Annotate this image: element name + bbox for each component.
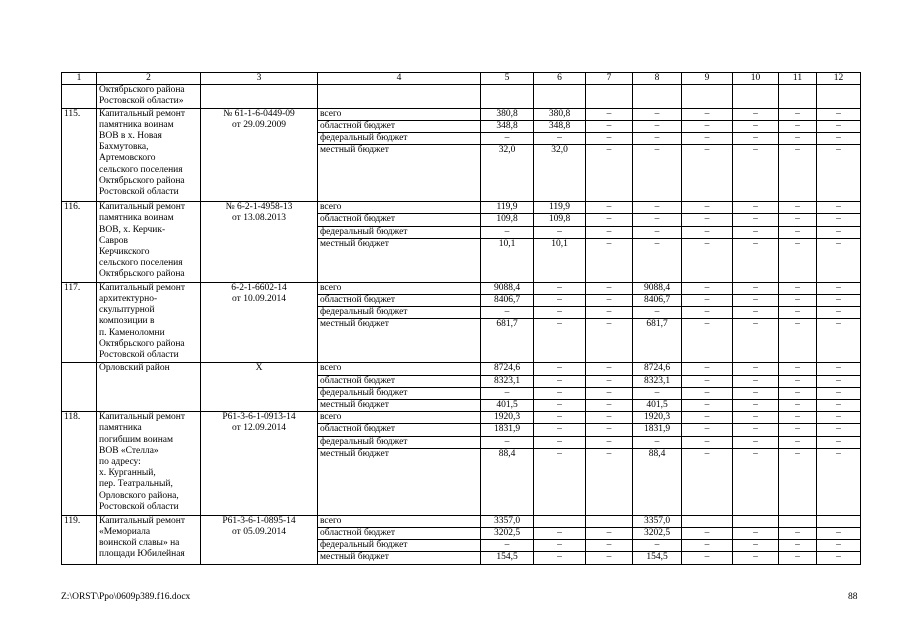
object-document: Р61-3-6-1-0913-14 от 12.09.2014 <box>201 412 318 516</box>
value-cell: – <box>682 120 733 132</box>
value-cell: 109,8 <box>481 214 534 226</box>
value-cell: – <box>481 226 534 238</box>
funding-source: федеральный бюджет <box>318 540 481 552</box>
value-cell: – <box>534 319 586 363</box>
value-cell: – <box>586 387 633 399</box>
value-cell: – <box>534 528 586 540</box>
value-cell: 401,5 <box>633 400 682 412</box>
object-name: Капитальный ремонт памятника воинам ВОВ в х. Новая Бахмутовка, Артемовского сельского поселения Октябрьского района Ростовской области <box>97 108 201 202</box>
column-header: 8 <box>633 73 682 85</box>
value-cell: – <box>534 295 586 307</box>
value-cell: – <box>682 108 733 120</box>
value-cell: – <box>682 387 733 399</box>
value-cell: – <box>817 528 861 540</box>
value-cell: – <box>733 400 779 412</box>
value-cell: – <box>586 552 633 564</box>
value-cell <box>682 515 733 527</box>
value-cell: – <box>733 238 779 282</box>
value-cell: – <box>779 145 817 202</box>
value-cell: – <box>633 307 682 319</box>
value-cell: – <box>779 307 817 319</box>
value-cell: – <box>817 387 861 399</box>
funding-source: федеральный бюджет <box>318 387 481 399</box>
value-cell: – <box>633 120 682 132</box>
value-cell: 8406,7 <box>481 295 534 307</box>
value-cell: – <box>586 282 633 294</box>
value-cell: – <box>534 424 586 436</box>
value-cell: – <box>779 436 817 448</box>
continuation-cell <box>534 85 586 108</box>
column-header: 2 <box>97 73 201 85</box>
value-cell: 3202,5 <box>633 528 682 540</box>
table-row <box>62 363 861 375</box>
value-cell: – <box>682 436 733 448</box>
object-number: 118. <box>62 412 97 516</box>
value-cell: – <box>817 295 861 307</box>
value-cell: – <box>633 540 682 552</box>
value-cell: – <box>779 552 817 564</box>
value-cell: – <box>817 540 861 552</box>
value-cell: 88,4 <box>633 448 682 515</box>
value-cell: 8724,6 <box>633 363 682 375</box>
value-cell: 32,0 <box>481 145 534 202</box>
value-cell: – <box>733 412 779 424</box>
value-cell <box>817 515 861 527</box>
value-cell: – <box>534 387 586 399</box>
value-cell: 3357,0 <box>481 515 534 527</box>
value-cell: – <box>682 363 733 375</box>
funding-source: областной бюджет <box>318 375 481 387</box>
value-cell: – <box>534 400 586 412</box>
funding-source: областной бюджет <box>318 120 481 132</box>
value-cell: – <box>534 226 586 238</box>
value-cell: – <box>779 375 817 387</box>
value-cell: – <box>682 319 733 363</box>
value-cell: – <box>817 202 861 214</box>
continuation-cell <box>62 85 97 108</box>
value-cell: – <box>586 133 633 145</box>
value-cell: – <box>586 108 633 120</box>
value-cell: – <box>733 540 779 552</box>
value-cell: – <box>733 120 779 132</box>
footer-page-number: 88 <box>848 592 858 602</box>
value-cell: – <box>779 120 817 132</box>
value-cell: – <box>817 436 861 448</box>
value-cell: 348,8 <box>534 120 586 132</box>
value-cell: – <box>682 400 733 412</box>
funding-source: всего <box>318 282 481 294</box>
value-cell: 154,5 <box>481 552 534 564</box>
value-cell: – <box>733 552 779 564</box>
value-cell: – <box>633 202 682 214</box>
value-cell: – <box>817 448 861 515</box>
funding-source: местный бюджет <box>318 400 481 412</box>
value-cell: – <box>586 120 633 132</box>
value-cell: 8323,1 <box>633 375 682 387</box>
continuation-cell <box>318 85 481 108</box>
table-row <box>62 282 861 294</box>
value-cell <box>733 515 779 527</box>
value-cell: 32,0 <box>534 145 586 202</box>
object-name: Капитальный ремонт памятника погибшим воинам ВОВ «Стелла» по адресу: х. Курганный, пер. Театральный, Орловского района, Ростовской области <box>97 412 201 516</box>
funding-source: местный бюджет <box>318 448 481 515</box>
value-cell: – <box>586 295 633 307</box>
value-cell: – <box>682 412 733 424</box>
value-cell: – <box>682 424 733 436</box>
value-cell: – <box>481 540 534 552</box>
column-header: 1 <box>62 73 97 85</box>
continuation-cell <box>682 85 733 108</box>
column-header: 12 <box>817 73 861 85</box>
value-cell: – <box>586 412 633 424</box>
value-cell: – <box>733 307 779 319</box>
value-cell: – <box>817 400 861 412</box>
object-name: Капитальный ремонт архитектурно- скульптурной композиции в п. Каменоломни Октябрьского района Ростовской области <box>97 282 201 363</box>
value-cell: 1831,9 <box>633 424 682 436</box>
value-cell: – <box>633 436 682 448</box>
value-cell: 9088,4 <box>633 282 682 294</box>
column-header: 5 <box>481 73 534 85</box>
value-cell: 8724,6 <box>481 363 534 375</box>
value-cell: 8406,7 <box>633 295 682 307</box>
continuation-cell <box>633 85 682 108</box>
column-header: 4 <box>318 73 481 85</box>
funding-source: областной бюджет <box>318 214 481 226</box>
value-cell: – <box>586 424 633 436</box>
funding-source: федеральный бюджет <box>318 133 481 145</box>
funding-source: местный бюджет <box>318 319 481 363</box>
object-name: Капитальный ремонт «Мемориала воинской славы» на площади Юбилейная <box>97 515 201 564</box>
funding-source: всего <box>318 412 481 424</box>
value-cell: – <box>586 375 633 387</box>
funding-source: всего <box>318 202 481 214</box>
value-cell: – <box>779 133 817 145</box>
column-header: 7 <box>586 73 633 85</box>
value-cell <box>586 515 633 527</box>
value-cell: – <box>779 412 817 424</box>
value-cell: – <box>779 238 817 282</box>
value-cell: – <box>682 528 733 540</box>
value-cell: – <box>586 202 633 214</box>
funding-source: федеральный бюджет <box>318 307 481 319</box>
value-cell: – <box>534 363 586 375</box>
value-cell: – <box>682 295 733 307</box>
object-name: Орловский район <box>97 363 201 412</box>
value-cell: – <box>586 319 633 363</box>
continuation-cell <box>586 85 633 108</box>
value-cell: 119,9 <box>534 202 586 214</box>
value-cell: – <box>733 202 779 214</box>
object-number <box>62 363 97 412</box>
value-cell: – <box>682 540 733 552</box>
value-cell: 9088,4 <box>481 282 534 294</box>
value-cell: – <box>817 363 861 375</box>
value-cell: 380,8 <box>481 108 534 120</box>
funding-source: местный бюджет <box>318 552 481 564</box>
value-cell: – <box>633 145 682 202</box>
value-cell: – <box>779 387 817 399</box>
value-cell: – <box>534 375 586 387</box>
funding-source: областной бюджет <box>318 295 481 307</box>
value-cell: – <box>586 436 633 448</box>
object-number: 117. <box>62 282 97 363</box>
column-header: 6 <box>534 73 586 85</box>
value-cell: – <box>817 319 861 363</box>
value-cell: – <box>779 540 817 552</box>
value-cell: – <box>586 540 633 552</box>
value-cell: – <box>817 375 861 387</box>
value-cell: – <box>817 424 861 436</box>
continuation-cell <box>201 85 318 108</box>
funding-source: областной бюджет <box>318 424 481 436</box>
column-header: 9 <box>682 73 733 85</box>
value-cell: 681,7 <box>633 319 682 363</box>
value-cell: – <box>779 528 817 540</box>
funding-source: федеральный бюджет <box>318 436 481 448</box>
value-cell: – <box>481 307 534 319</box>
value-cell: – <box>586 363 633 375</box>
value-cell: 681,7 <box>481 319 534 363</box>
value-cell: 401,5 <box>481 400 534 412</box>
funding-source: всего <box>318 515 481 527</box>
value-cell: – <box>817 108 861 120</box>
value-cell: – <box>534 133 586 145</box>
value-cell: – <box>779 226 817 238</box>
object-document: Р61-3-6-1-0895-14 от 05.09.2014 <box>201 515 318 564</box>
value-cell: – <box>779 282 817 294</box>
value-cell: – <box>779 108 817 120</box>
value-cell: – <box>817 238 861 282</box>
footer-file-path: Z:\ORST\Ppo\0609p389.f16.docx <box>61 592 191 602</box>
value-cell: – <box>733 108 779 120</box>
value-cell: 109,8 <box>534 214 586 226</box>
value-cell: – <box>586 145 633 202</box>
value-cell: – <box>682 448 733 515</box>
funding-source: местный бюджет <box>318 238 481 282</box>
value-cell: – <box>534 436 586 448</box>
budget-table <box>61 72 861 565</box>
value-cell: – <box>586 226 633 238</box>
column-header: 3 <box>201 73 318 85</box>
table-row <box>62 515 861 527</box>
value-cell: – <box>779 424 817 436</box>
object-number: 116. <box>62 202 97 283</box>
funding-source: областной бюджет <box>318 528 481 540</box>
value-cell: – <box>817 214 861 226</box>
value-cell: – <box>733 387 779 399</box>
value-cell: 10,1 <box>534 238 586 282</box>
value-cell: – <box>534 448 586 515</box>
value-cell: 1831,9 <box>481 424 534 436</box>
value-cell: – <box>682 145 733 202</box>
value-cell: – <box>733 448 779 515</box>
table-row <box>62 202 861 214</box>
value-cell: – <box>733 363 779 375</box>
column-header: 10 <box>733 73 779 85</box>
value-cell: – <box>779 319 817 363</box>
value-cell: – <box>733 528 779 540</box>
value-cell: – <box>733 375 779 387</box>
value-cell: – <box>534 412 586 424</box>
value-cell: – <box>817 145 861 202</box>
value-cell: – <box>733 226 779 238</box>
value-cell: 380,8 <box>534 108 586 120</box>
object-name: Капитальный ремонт памятника воинам ВОВ, х. Керчик- Савров Керчикского сельского поселения Октябрьского района <box>97 202 201 283</box>
value-cell: – <box>481 436 534 448</box>
value-cell: – <box>779 202 817 214</box>
continuation-cell <box>481 85 534 108</box>
table-body <box>62 73 861 565</box>
value-cell <box>779 515 817 527</box>
value-cell: – <box>682 552 733 564</box>
value-cell: – <box>817 133 861 145</box>
value-cell: – <box>682 202 733 214</box>
value-cell: – <box>779 400 817 412</box>
continuation-cell <box>733 85 779 108</box>
value-cell: – <box>586 400 633 412</box>
value-cell: 1920,3 <box>633 412 682 424</box>
value-cell: – <box>682 226 733 238</box>
value-cell: – <box>733 133 779 145</box>
value-cell: – <box>586 528 633 540</box>
value-cell <box>534 515 586 527</box>
value-cell: – <box>586 307 633 319</box>
object-document: Х <box>201 363 318 412</box>
funding-source: местный бюджет <box>318 145 481 202</box>
value-cell: – <box>633 214 682 226</box>
value-cell: – <box>682 214 733 226</box>
value-cell: – <box>779 214 817 226</box>
value-cell: – <box>733 214 779 226</box>
value-cell: – <box>733 436 779 448</box>
value-cell: – <box>682 238 733 282</box>
value-cell: – <box>817 282 861 294</box>
value-cell: – <box>633 226 682 238</box>
table-row <box>62 108 861 120</box>
value-cell: – <box>682 307 733 319</box>
continuation-cell <box>817 85 861 108</box>
value-cell: – <box>779 295 817 307</box>
value-cell: – <box>817 307 861 319</box>
value-cell: 1920,3 <box>481 412 534 424</box>
value-cell: 3202,5 <box>481 528 534 540</box>
value-cell: – <box>633 387 682 399</box>
value-cell: – <box>633 108 682 120</box>
value-cell: – <box>779 363 817 375</box>
value-cell: – <box>534 540 586 552</box>
value-cell: – <box>733 295 779 307</box>
value-cell: – <box>586 448 633 515</box>
object-number: 115. <box>62 108 97 202</box>
header-row <box>62 73 861 85</box>
value-cell: – <box>534 307 586 319</box>
value-cell: – <box>586 238 633 282</box>
value-cell: – <box>682 282 733 294</box>
value-cell: 8323,1 <box>481 375 534 387</box>
object-document: № 6-2-1-4958-13 от 13.08.2013 <box>201 202 318 283</box>
value-cell: – <box>633 238 682 282</box>
value-cell: – <box>534 552 586 564</box>
value-cell: – <box>682 375 733 387</box>
value-cell: – <box>733 145 779 202</box>
value-cell: 348,8 <box>481 120 534 132</box>
object-number: 119. <box>62 515 97 564</box>
funding-source: федеральный бюджет <box>318 226 481 238</box>
value-cell: – <box>779 448 817 515</box>
object-document: 6-2-1-6602-14 от 10.09.2014 <box>201 282 318 363</box>
funding-source: всего <box>318 363 481 375</box>
value-cell: – <box>481 133 534 145</box>
value-cell: – <box>633 133 682 145</box>
column-header: 11 <box>779 73 817 85</box>
value-cell: – <box>733 282 779 294</box>
funding-source: всего <box>318 108 481 120</box>
value-cell: – <box>817 412 861 424</box>
value-cell: – <box>817 552 861 564</box>
continuation-row <box>62 85 861 108</box>
table-row <box>62 412 861 424</box>
value-cell: 10,1 <box>481 238 534 282</box>
continuation-cell: Октябрьского района Ростовской области» <box>97 85 201 108</box>
value-cell: – <box>534 282 586 294</box>
value-cell: – <box>817 120 861 132</box>
object-document: № 61-1-6-0449-09 от 29.09.2009 <box>201 108 318 202</box>
value-cell: 154,5 <box>633 552 682 564</box>
value-cell: – <box>817 226 861 238</box>
value-cell: 88,4 <box>481 448 534 515</box>
continuation-cell <box>779 85 817 108</box>
value-cell: 119,9 <box>481 202 534 214</box>
value-cell: 3357,0 <box>633 515 682 527</box>
value-cell: – <box>733 319 779 363</box>
value-cell: – <box>481 387 534 399</box>
value-cell: – <box>733 424 779 436</box>
value-cell: – <box>586 214 633 226</box>
value-cell: – <box>682 133 733 145</box>
